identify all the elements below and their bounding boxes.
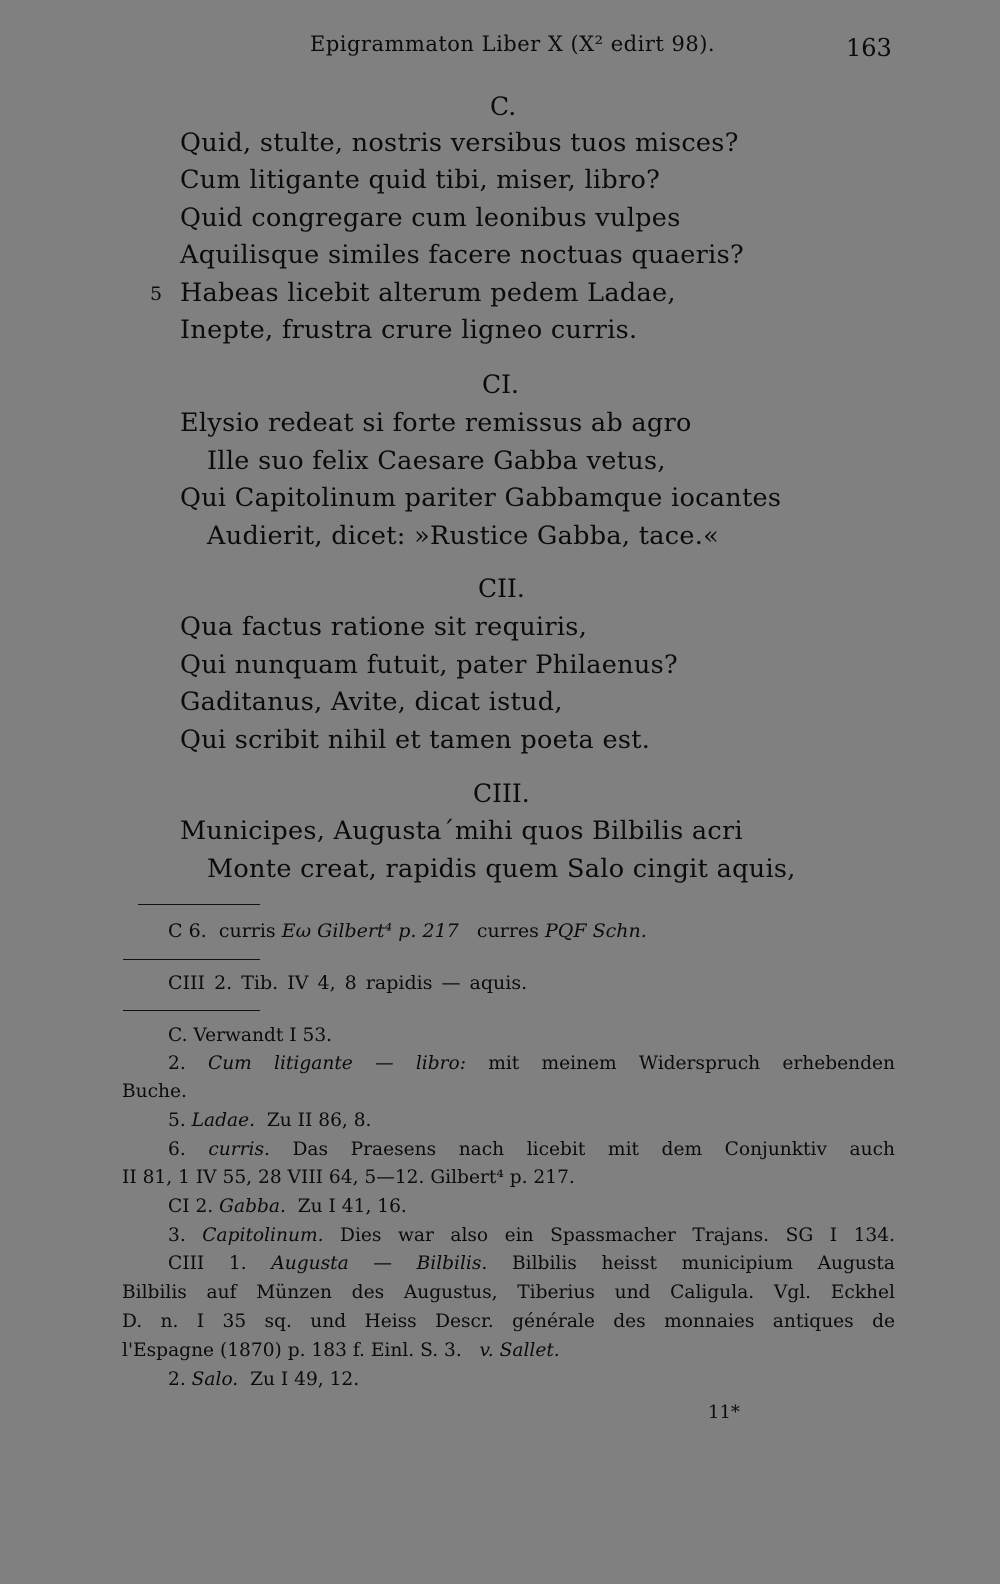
verse-line: Monte creat, rapidis quem Salo cingit aquis, [207, 854, 796, 884]
poem-heading: CII. [478, 574, 525, 603]
commentary-line: 6. curris. Das Praesens nach licebit mit dem Conjunktiv auch [168, 1139, 895, 1160]
commentary-line: 2. Salo. Zu I 49, 12. [168, 1369, 360, 1390]
verse-line: Quid congregare cum leonibus vulpes [180, 203, 681, 233]
poem-heading: C. [490, 92, 517, 121]
verse-line: Aquilisque similes facere noctuas quaeris? [180, 240, 744, 270]
commentary-line: II 81, 1 IV 55, 28 VIII 64, 5—12. Gilbert⁴ p. 217. [122, 1167, 575, 1188]
commentary-line: Bilbilis auf Münzen des Augustus, Tiberius und Caligula. Vgl. Eckhel [122, 1282, 895, 1303]
poem-heading: CI. [482, 370, 519, 399]
verse-line: Elysio redeat si forte remissus ab agro [180, 408, 692, 438]
verse-line: Cum litigante quid tibi, miser, libro? [180, 165, 661, 195]
commentary-line: CI 2. Gabba. Zu I 41, 16. [168, 1196, 407, 1217]
poem-heading: CIII. [473, 779, 530, 808]
verse-line: Qui Capitolinum pariter Gabbamque iocantes [180, 483, 782, 513]
verse-line: Ille suo felix Caesare Gabba vetus, [207, 446, 666, 476]
signature-mark: 11* [708, 1402, 740, 1423]
commentary-line: Buche. [122, 1081, 187, 1102]
verse-line: Municipes, Augusta´mihi quos Bilbilis acri [180, 816, 743, 846]
commentary-line: l'Espagne (1870) p. 183 f. Einl. S. 3. v. Sallet. [122, 1340, 560, 1361]
verse-line: Gaditanus, Avite, dicat istud, [180, 687, 563, 717]
verse-line: Qua factus ratione sit requiris, [180, 612, 588, 642]
commentary-line: 5. Ladae. Zu II 86, 8. [168, 1110, 372, 1131]
commentary-line: 2. Cum litigante — libro: mit meinem Widerspruch erhebenden [168, 1053, 895, 1074]
verse-line: Audierit, dicet: »Rustice Gabba, tace.« [207, 521, 720, 551]
verse-line: Quid, stulte, nostris versibus tuos misces? [180, 128, 739, 158]
verse-line: Habeas licebit alterum pedem Ladae, [180, 278, 676, 308]
verse-line: Inepte, frustra crure ligneo curris. [180, 315, 638, 345]
running-header: Epigrammaton Liber X (X² edirt 98). [310, 32, 716, 56]
apparatus-rule [123, 959, 260, 960]
page-number: 163 [846, 34, 892, 62]
apparatus-rule [138, 904, 260, 905]
commentary-line: C. Verwandt I 53. [168, 1025, 333, 1046]
verse-line: Qui scribit nihil et tamen poeta est. [180, 725, 651, 755]
commentary-rule [123, 1010, 260, 1011]
commentary-line: D. n. I 35 sq. und Heiss Descr. générale des monnaies antiques de [122, 1311, 895, 1332]
commentary-line: CIII 1. Augusta — Bilbilis. Bilbilis heisst municipium Augusta [168, 1253, 895, 1274]
verse-line: Qui nunquam futuit, pater Philaenus? [180, 650, 678, 680]
apparatus-line: C 6. curris Eω Gilbert⁴ p. 217 curres PQF Schn. [168, 920, 647, 942]
line-number: 5 [150, 283, 163, 305]
apparatus-line: CIII 2. Tib. IV 4, 8 rapidis — aquis. [168, 972, 528, 994]
commentary-line: 3. Capitolinum. Dies war also ein Spassmacher Trajans. SG I 134. [168, 1225, 895, 1246]
